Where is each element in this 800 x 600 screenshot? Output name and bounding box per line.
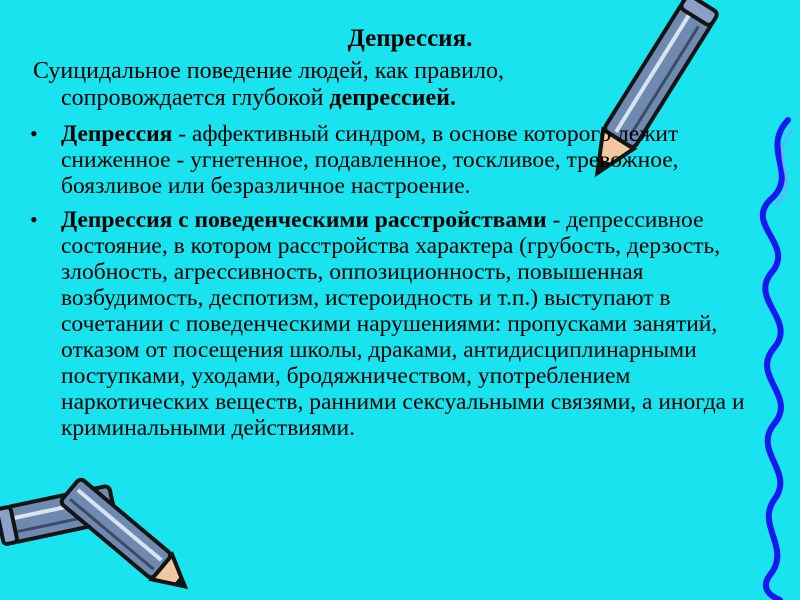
intro-line-2-bold: депрессией. (329, 85, 456, 111)
bullet-term: Депрессия (61, 121, 173, 147)
intro-line-2 (33, 85, 733, 112)
bullet-list (30, 121, 770, 449)
bullet-item (30, 121, 770, 199)
bullet-item (30, 207, 770, 441)
bullet-marker: • (30, 207, 38, 232)
intro-line-2-text: сопровождается глубокой (61, 85, 330, 111)
intro-line-1: Суицидальное поведение людей, как правило, (33, 58, 504, 84)
bullet-term: Депрессия с поведенческими расстройствами (61, 207, 547, 233)
pencil-icon-bottom-left-diagonal (60, 478, 195, 599)
intro-paragraph (33, 58, 733, 112)
bullet-definition: - аффективный синдром, в основе которого лежит сниженное - угнетенное, подавленное, тоскливое, тревожное, боязливое или безразличное настроение. (61, 121, 679, 199)
slide-title: Депрессия. (347, 25, 473, 52)
bullet-marker: • (30, 121, 38, 146)
bullet-definition: - депрессивное состояние, в котором расстройства характера (грубость, дерзость, злобность, агрессивность, оппозиционность, повышенная возбудимость, деспотизм, истероидность и т.п.) выступают в сочетании с поведенческими нарушениями: пропусками занятий, отказом от посещения школы, драками, антидисциплинарными поступками, уходами, бродяжничеством, употреблением наркотических веществ, ранними сексуальными связями, а иногда и криминальными действиями. (61, 207, 745, 441)
